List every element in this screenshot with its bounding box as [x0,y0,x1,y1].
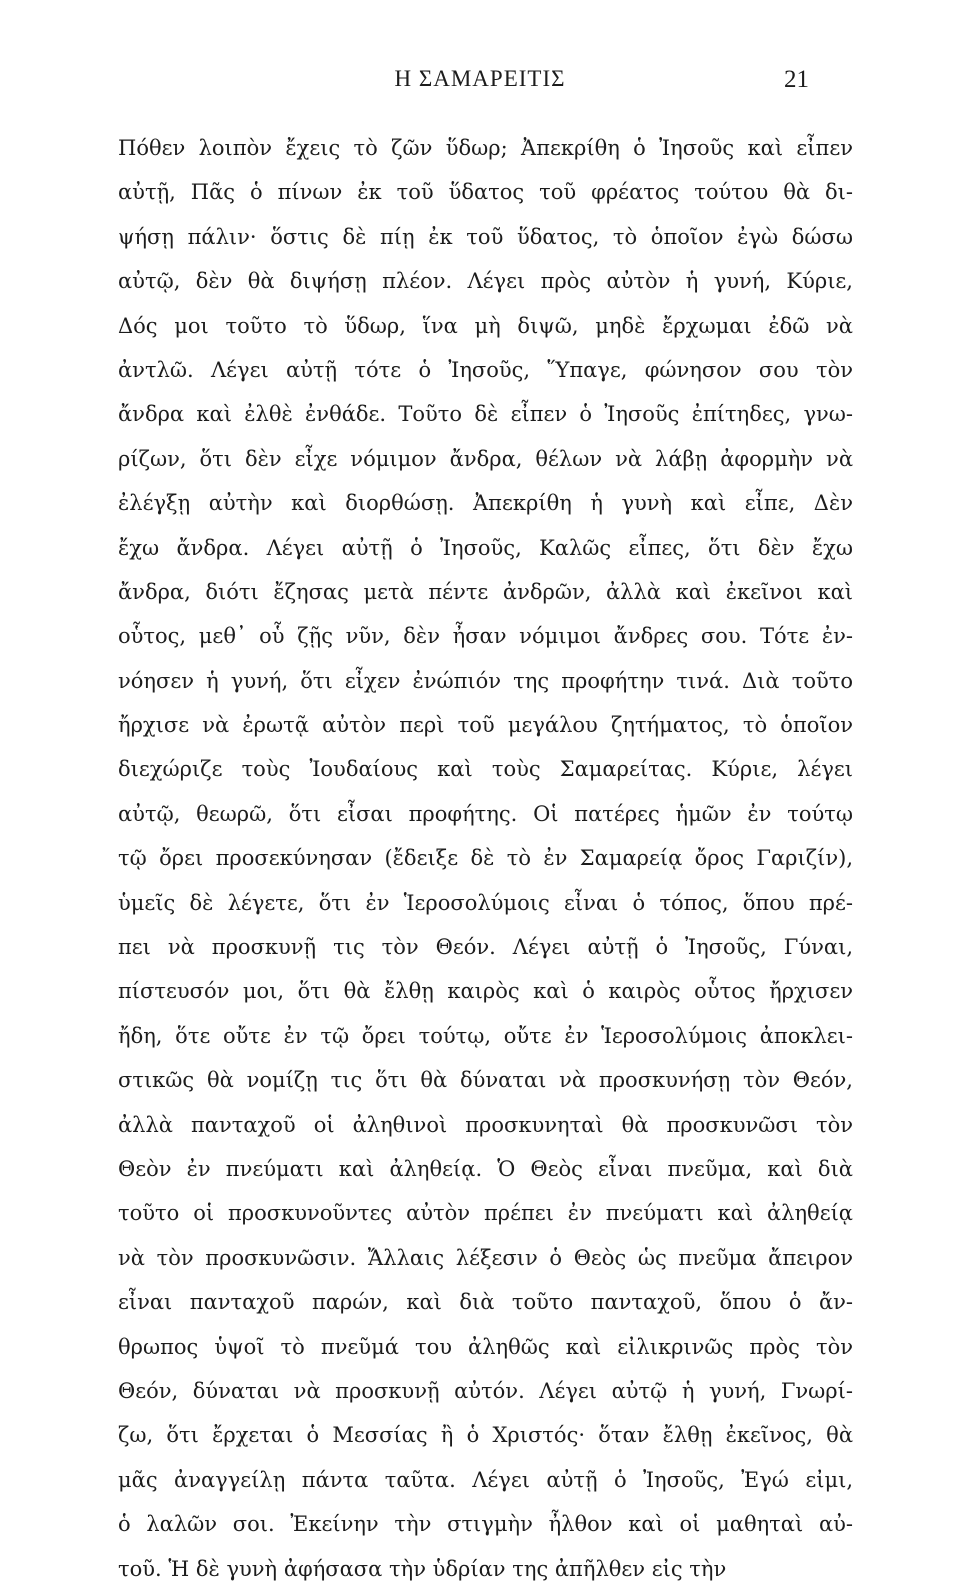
text-line: πίστευσόν μοι, ὅτι θὰ ἔλθῃ καιρὸς καὶ ὁ καιρὸς οὗτος ἤρχισεν [118,979,853,1004]
text-line: ἄνδρα, διότι ἔζησας μετὰ πέντε ἀνδρῶν, ἀλλὰ καὶ ἐκεῖνοι καὶ [118,579,853,604]
text-line: ἤρχισε νὰ ἐρωτᾷ αὐτὸν περὶ τοῦ μεγάλου ζητήματος, τὸ ὁποῖον [118,713,853,738]
text-line: αὐτῷ, θεωρῶ, ὅτι εἶσαι προφήτης. Οἱ πατέρες ἡμῶν ἐν τούτῳ [118,801,853,826]
text-line: ρίζων, ὅτι δὲν εἶχε νόμιμον ἄνδρα, θέλων νὰ λάβῃ ἀφορμὴν νὰ [118,446,853,471]
text-line: διεχώριζε τοὺς Ἰουδαίους καὶ τοὺς Σαμαρείτας. Κύριε, λέγει [118,757,853,782]
text-line: εἶναι πανταχοῦ παρών, καὶ διὰ τοῦτο πανταχοῦ, ὅπου ὁ ἄν- [118,1290,853,1315]
text-line: τοῦ. Ἡ δὲ γυνὴ ἀφήσασα τὴν ὑδρίαν της ἀπῆλθεν εἰς τὴν [118,1556,727,1581]
text-line: νὰ τὸν προσκυνῶσιν. Ἄλλαις λέξεσιν ὁ Θεὸς ὡς πνεῦμα ἄπειρον [118,1245,853,1270]
body-text [118,126,853,1591]
text-line: τῷ ὄρει προσεκύνησαν (ἔδειξε δὲ τὸ ἐν Σαμαρείᾳ ὄρος Γαριζίν), [118,846,853,871]
page-number: 21 [784,66,809,93]
text-line: Πόθεν λοιπὸν ἔχεις τὸ ζῶν ὕδωρ; Ἀπεκρίθη ὁ Ἰησοῦς καὶ εἶπεν [118,136,853,160]
text-line: ψήσῃ πάλιν· ὅστις δὲ πίῃ ἐκ τοῦ ὕδατος, τὸ ὁποῖον ἐγὼ δώσω [118,224,853,249]
text-line: θρωπος ὑψοῖ τὸ πνεῦμά του ἀληθῶς καὶ εἰλικρινῶς πρὸς τὸν [118,1334,853,1359]
text-line: ζω, ὅτι ἔρχεται ὁ Μεσσίας ἢ ὁ Χριστός· ὅταν ἔλθῃ ἐκεῖνος, θὰ [118,1423,853,1448]
text-line: ἔχω ἄνδρα. Λέγει αὐτῇ ὁ Ἰησοῦς, Καλῶς εἶπες, ὅτι δὲν ἔχω [118,535,853,560]
text-line: τοῦτο οἱ προσκυνοῦντες αὐτὸν πρέπει ἐν πνεύματι καὶ ἀληθείᾳ [118,1201,853,1226]
text-line: πει νὰ προσκυνῇ τις τὸν Θεόν. Λέγει αὐτῇ ὁ Ἰησοῦς, Γύναι, [118,935,853,960]
text-line: μᾶς ἀναγγείλῃ πάντα ταῦτα. Λέγει αὐτῇ ὁ Ἰησοῦς, Ἐγώ εἰμι, [118,1467,853,1492]
text-line: ἐλέγξῃ αὐτὴν καὶ διορθώσῃ. Ἀπεκρίθη ἡ γυνὴ καὶ εἶπε, Δὲν [118,491,853,516]
running-head: Η ΣΑΜΑΡΕΙΤΙΣ [394,66,566,91]
text-line: ἄνδρα καὶ ἐλθὲ ἐνθάδε. Τοῦτο δὲ εἶπεν ὁ Ἰησοῦς ἐπίτηδες, γνω- [118,402,853,427]
text-line: στικῶς θὰ νομίζῃ τις ὅτι θὰ δύναται νὰ προσκυνήσῃ τὸν Θεόν, [118,1068,853,1093]
text-line: ἤδη, ὅτε οὔτε ἐν τῷ ὄρει τούτῳ, οὔτε ἐν Ἱεροσολύμοις ἀποκλει- [118,1023,853,1048]
text-line: ὑμεῖς δὲ λέγετε, ὅτι ἐν Ἱεροσολύμοις εἶναι ὁ τόπος, ὅπου πρέ- [118,890,853,915]
text-line: ὁ λαλῶν σοι. Ἐκείνην τὴν στιγμὴν ἦλθον καὶ οἱ μαθηταὶ αὐ- [118,1512,853,1537]
text-line: Δός μοι τοῦτο τὸ ὕδωρ, ἵνα μὴ διψῶ, μηδὲ ἔρχωμαι ἐδῶ νὰ [118,313,853,338]
text-line: αὐτῷ, δὲν θὰ διψήσῃ πλέον. Λέγει πρὸς αὐτὸν ἡ γυνή, Κύριε, [118,269,853,294]
text-line: αὐτῇ, Πᾶς ὁ πίνων ἐκ τοῦ ὕδατος τοῦ φρέατος τούτου θὰ δι- [118,180,853,205]
text-line: ἀντλῶ. Λέγει αὐτῇ τότε ὁ Ἰησοῦς, Ὕπαγε, φώνησον σου τὸν [118,357,853,382]
text-line: νόησεν ἡ γυνή, ὅτι εἶχεν ἐνώπιόν της προφήτην τινά. Διὰ τοῦτο [118,668,853,693]
text-line: οὗτος, μεθ᾽ οὗ ζῇς νῦν, δὲν ἦσαν νόμιμοι ἄνδρες σου. Τότε ἐν- [118,624,853,649]
text-line: ἀλλὰ πανταχοῦ οἱ ἀληθινοὶ προσκυνηταὶ θὰ προσκυνῶσι τὸν [118,1112,853,1137]
text-line: Θεὸν ἐν πνεύματι καὶ ἀληθείᾳ. Ὁ Θεὸς εἶναι πνεῦμα, καὶ διὰ [118,1156,853,1181]
text-line: Θεόν, δύναται νὰ προσκυνῇ αὐτόν. Λέγει αὐτῷ ἡ γυνή, Γνωρί- [118,1378,853,1403]
